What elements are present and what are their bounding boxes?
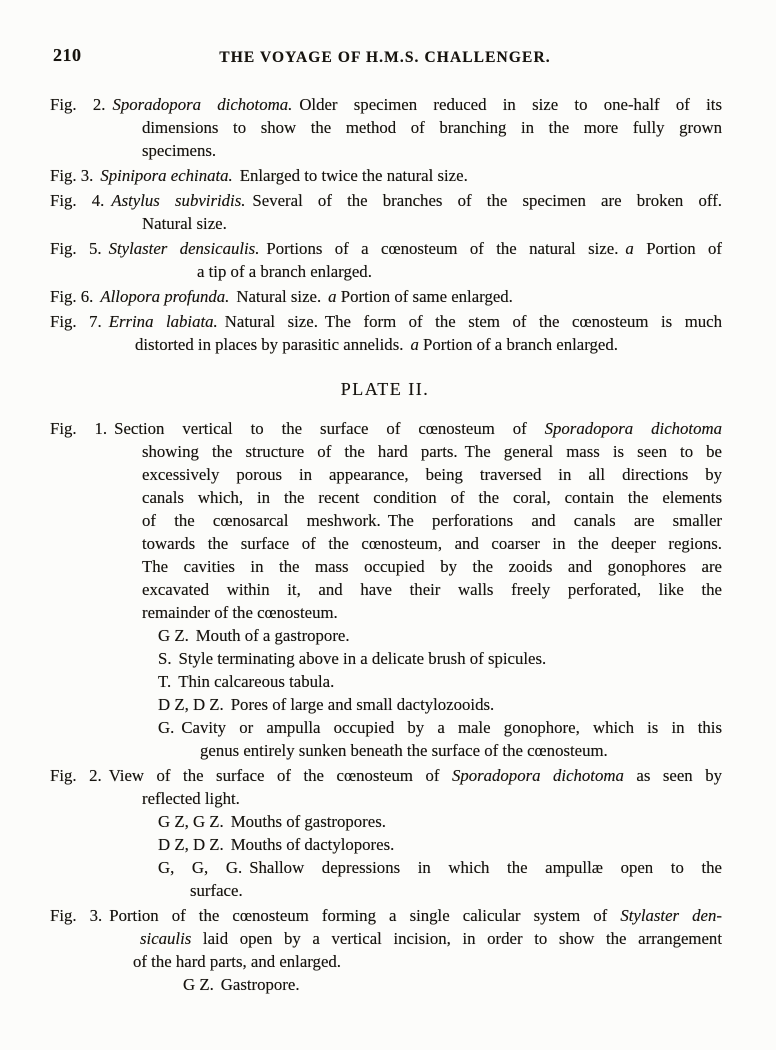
caption-line bbox=[190, 879, 722, 902]
caption-text: Portion of bbox=[633, 239, 722, 258]
caption-line bbox=[133, 950, 722, 973]
caption-line bbox=[50, 237, 722, 260]
key-label: G Z. bbox=[158, 626, 189, 645]
caption-line bbox=[158, 647, 722, 670]
page-number: 210 bbox=[53, 45, 82, 65]
key-label: G Z, G Z. bbox=[158, 812, 224, 831]
caption-text: dimensions to show the method of branching in the more fully grown bbox=[142, 118, 722, 137]
species-name: Stylaster densicaulis. bbox=[108, 239, 260, 258]
caption-line bbox=[158, 810, 722, 833]
caption-line bbox=[142, 440, 722, 463]
caption-text: View of the surface of the cœnosteum of bbox=[108, 766, 452, 785]
figure-entry bbox=[48, 764, 722, 902]
caption-text: Several of the branches of the specimen are broken off. bbox=[252, 191, 722, 210]
figure-label: Fig. 3. bbox=[50, 166, 94, 185]
caption-text: The general mass is seen to be bbox=[464, 442, 723, 461]
caption-line bbox=[158, 670, 722, 693]
key-label: S. bbox=[158, 649, 172, 668]
caption-text: Natural size. bbox=[224, 312, 318, 331]
caption-line bbox=[50, 189, 722, 212]
caption-text: reflected light. bbox=[142, 789, 240, 808]
caption-line bbox=[135, 333, 722, 356]
caption-line bbox=[142, 116, 722, 139]
figure-entry bbox=[48, 310, 722, 356]
caption-text: Portion of the cœnosteum forming a single calicular system of bbox=[109, 906, 621, 925]
caption-text: remainder of the cœnosteum. bbox=[142, 603, 338, 622]
caption-line bbox=[142, 463, 722, 486]
caption-line bbox=[158, 856, 722, 879]
caption-text: laid open by a vertical incision, in order to show the arrangement bbox=[191, 929, 722, 948]
figure-entry bbox=[48, 93, 722, 162]
figure-label: Fig. 3. bbox=[50, 906, 103, 925]
caption-line bbox=[142, 139, 722, 162]
caption-text: as seen by bbox=[623, 766, 722, 785]
figure-label: Fig. 4. bbox=[50, 191, 105, 210]
caption-body bbox=[48, 93, 722, 996]
caption-line bbox=[142, 787, 722, 810]
running-title: THE VOYAGE OF H.M.S. CHALLENGER. bbox=[219, 49, 551, 66]
caption-line bbox=[158, 693, 722, 716]
caption-line bbox=[158, 833, 722, 856]
caption-text: Gastropore. bbox=[220, 975, 300, 994]
species-name: a bbox=[410, 335, 419, 354]
caption-text: Shallow depressions in which the ampullæ open to the bbox=[249, 858, 722, 877]
caption-line bbox=[50, 310, 722, 333]
caption-line bbox=[50, 764, 722, 787]
key-label: G, G, G. bbox=[158, 858, 243, 877]
caption-text: Section vertical to the surface of cœnosteum of bbox=[114, 419, 545, 438]
caption-line bbox=[50, 93, 722, 116]
caption-text: Natural size. bbox=[142, 214, 227, 233]
figure-entry bbox=[48, 237, 722, 283]
species-name: Errina labiata. bbox=[108, 312, 218, 331]
caption-line bbox=[50, 417, 722, 440]
species-name: Sporadopora dichotoma. bbox=[112, 95, 293, 114]
key-label: of the cœnosarcal meshwork. bbox=[142, 511, 381, 530]
plate-heading: PLATE II. bbox=[340, 379, 430, 399]
species-name: Stylaster den- bbox=[620, 906, 722, 925]
caption-text: Older specimen reduced in size to one-half of its bbox=[299, 95, 722, 114]
caption-line bbox=[142, 601, 722, 624]
caption-text: excavated within it, and have their walls freely perforated, like the bbox=[142, 580, 722, 599]
caption-text: Pores of large and small dactylozooids. bbox=[230, 695, 495, 714]
species-name: Sporadopora dichotoma bbox=[544, 419, 722, 438]
caption-text: Portion of a branch enlarged. bbox=[418, 335, 618, 354]
figure-entry bbox=[48, 904, 722, 996]
caption-line bbox=[142, 486, 722, 509]
caption-text: The perforations and canals are smaller bbox=[387, 511, 722, 530]
species-name: Astylus subviridis. bbox=[111, 191, 246, 210]
figure-label: Fig. 6. bbox=[50, 287, 94, 306]
figure-entry bbox=[48, 164, 722, 187]
caption-text: The form of the stem of the cœnosteum is much bbox=[324, 312, 722, 331]
plate-ii-figures bbox=[48, 417, 722, 996]
species-name: Spinipora echinata. bbox=[100, 166, 233, 185]
caption-text: specimens. bbox=[142, 141, 217, 160]
caption-text: Thin calcareous tabula. bbox=[178, 672, 335, 691]
caption-text: surface. bbox=[190, 881, 243, 900]
caption-line bbox=[158, 716, 722, 739]
caption-text: The cavities in the mass occupied by the zooids and gonophores are bbox=[142, 557, 722, 576]
caption-text: Portion of same enlarged. bbox=[336, 287, 513, 306]
key-label: G. bbox=[158, 718, 175, 737]
caption-line bbox=[142, 532, 722, 555]
caption-text: Style terminating above in a delicate brush of spicules. bbox=[178, 649, 547, 668]
caption-text: Mouths of dactylopores. bbox=[230, 835, 395, 854]
species-name: Sporadopora dichotoma bbox=[451, 766, 624, 785]
caption-text: Mouths of gastropores. bbox=[230, 812, 386, 831]
caption-line bbox=[142, 578, 722, 601]
caption-line bbox=[50, 285, 722, 308]
caption-line bbox=[140, 927, 722, 950]
species-name: a bbox=[625, 239, 634, 258]
caption-line bbox=[142, 509, 722, 532]
figure-entry bbox=[48, 285, 722, 308]
caption-line bbox=[197, 260, 722, 283]
species-name: sicaulis bbox=[140, 929, 192, 948]
caption-line bbox=[142, 212, 722, 235]
caption-line bbox=[158, 624, 722, 647]
key-label: T. bbox=[158, 672, 172, 691]
key-label: G Z. bbox=[183, 975, 214, 994]
caption-text: Natural size. bbox=[236, 287, 322, 306]
key-label: showing the structure of the hard parts. bbox=[142, 442, 458, 461]
caption-text: Mouth of a gastropore. bbox=[195, 626, 350, 645]
caption-line bbox=[183, 973, 722, 996]
caption-text: Portions of a cœnosteum of the natural size. bbox=[266, 239, 619, 258]
figure-label: Fig. 7. bbox=[50, 312, 102, 331]
figure-label: Fig. 2. bbox=[50, 95, 106, 114]
caption-text: genus entirely sunken beneath the surface of the cœnosteum. bbox=[200, 741, 608, 760]
caption-text: towards the surface of the cœnosteum, and coarser in the deeper regions. bbox=[142, 534, 722, 553]
caption-line bbox=[200, 739, 722, 762]
caption-text: excessively porous in appearance, being traversed in all directions by bbox=[142, 465, 722, 484]
figure-entry bbox=[48, 417, 722, 762]
plate-figures-top bbox=[48, 93, 722, 356]
caption-text: canals which, in the recent condition of the coral, contain the elements bbox=[142, 488, 722, 507]
caption-text: a tip of a branch enlarged. bbox=[197, 262, 372, 281]
caption-line bbox=[50, 164, 722, 187]
figure-label: Fig. 2. bbox=[50, 766, 102, 785]
caption-text: Enlarged to twice the natural size. bbox=[239, 166, 468, 185]
caption-line bbox=[142, 555, 722, 578]
species-name: Allopora profunda. bbox=[100, 287, 230, 306]
key-label: D Z, D Z. bbox=[158, 695, 224, 714]
page-header bbox=[48, 44, 722, 67]
figure-label: Fig. 1. bbox=[50, 419, 108, 438]
caption-text: of the hard parts, and enlarged. bbox=[133, 952, 341, 971]
caption-text: Cavity or ampulla occupied by a male gonophore, which is in this bbox=[181, 718, 722, 737]
caption-line bbox=[50, 904, 722, 927]
key-label: D Z, D Z. bbox=[158, 835, 224, 854]
species-name: a bbox=[328, 287, 337, 306]
key-label: distorted in places by parasitic annelids. bbox=[135, 335, 404, 354]
figure-label: Fig. 5. bbox=[50, 239, 102, 258]
figure-entry bbox=[48, 189, 722, 235]
